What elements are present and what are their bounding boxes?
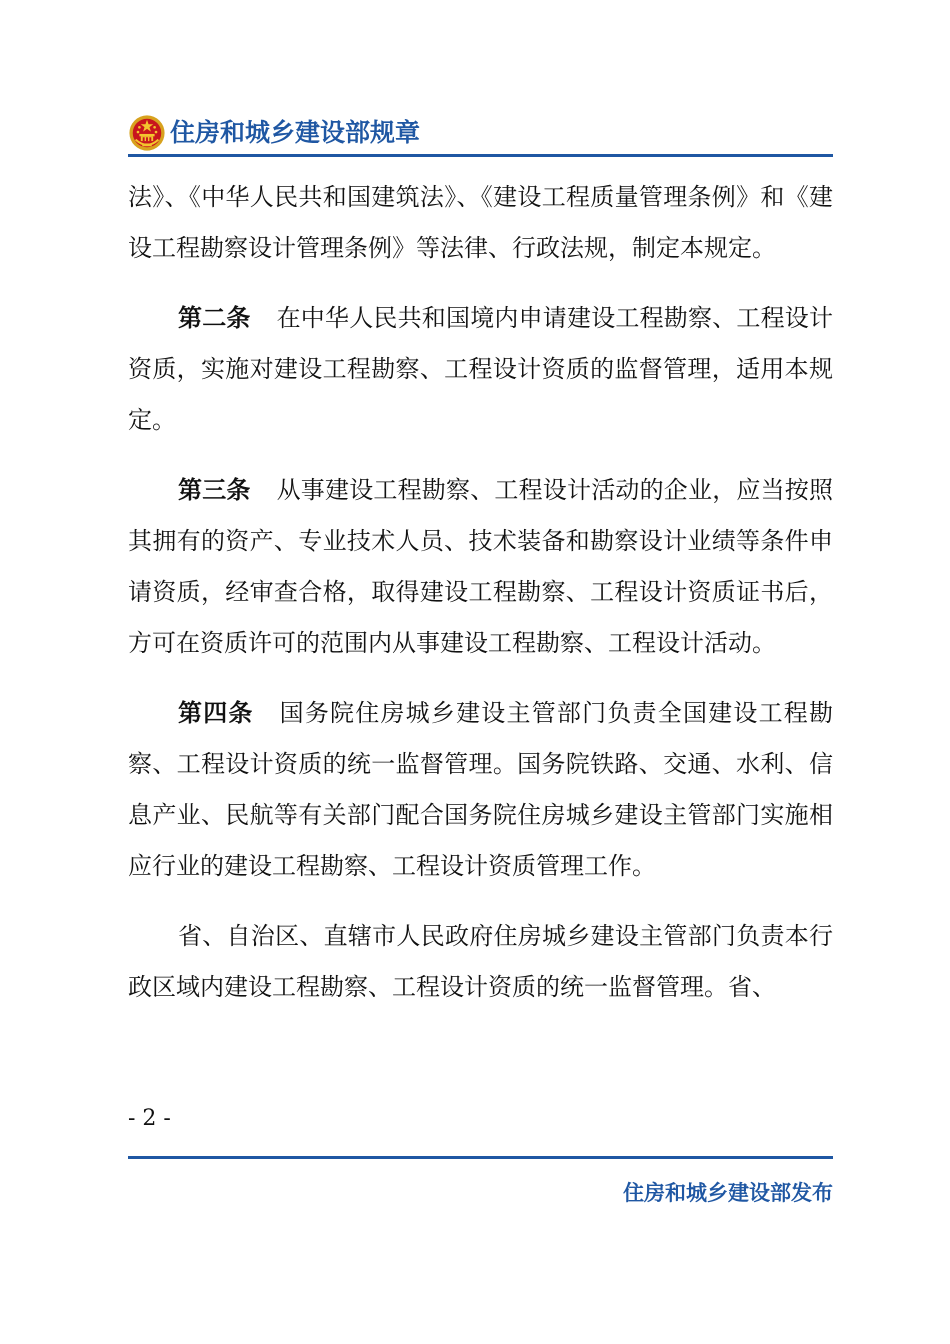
document-body <box>128 172 833 1013</box>
article-2 <box>128 293 833 446</box>
header-divider <box>128 154 833 157</box>
article-2-number: 第二条 <box>178 304 251 332</box>
article-2-text: 在中华人民共和国境内申请建设工程勘察、工程设计资质，实施对建设工程勘察、工程设计资质的监督管理，适用本规定。 <box>128 304 834 434</box>
article-3-text: 从事建设工程勘察、工程设计活动的企业，应当按照其拥有的资产、专业技术人员、技术装备和勘察设计业绩等条件申请资质，经审查合格，取得建设工程勘察、工程设计资质证书后，方可在资质许可的范围内从事建设工程勘察、工程设计活动。 <box>128 476 834 657</box>
article-4-number: 第四条 <box>178 699 254 727</box>
article-4-text: 国务院住房城乡建设主管部门负责全国建设工程勘察、工程设计资质的统一监督管理。国务院铁路、交通、水利、信息产业、民航等有关部门配合国务院住房城乡建设主管部门实施相应行业的建设工程勘察、工程设计资质管理工作。 <box>128 699 833 880</box>
page-number: - 2 - <box>128 1106 171 1131</box>
footer-divider <box>128 1156 833 1159</box>
article-3-number: 第三条 <box>178 476 251 504</box>
article-3 <box>128 465 833 669</box>
article-4 <box>128 688 833 892</box>
national-emblem-icon <box>128 114 166 152</box>
paragraph-continuation: 法》、《中华人民共和国建筑法》、《建设工程质量管理条例》和《建设工程勘察设计管理条例》等法律、行政法规，制定本规定。 <box>128 183 833 262</box>
page-header <box>128 112 833 156</box>
header-title: 住房和城乡建设部规章 <box>170 118 421 147</box>
footer-publisher: 住房和城乡建设部发布 <box>623 1181 833 1205</box>
article-4-paragraph-2: 省、自治区、直辖市人民政府住房城乡建设主管部门负责本行政区域内建设工程勘察、工程设计资质的统一监督管理。省、 <box>128 922 833 1001</box>
